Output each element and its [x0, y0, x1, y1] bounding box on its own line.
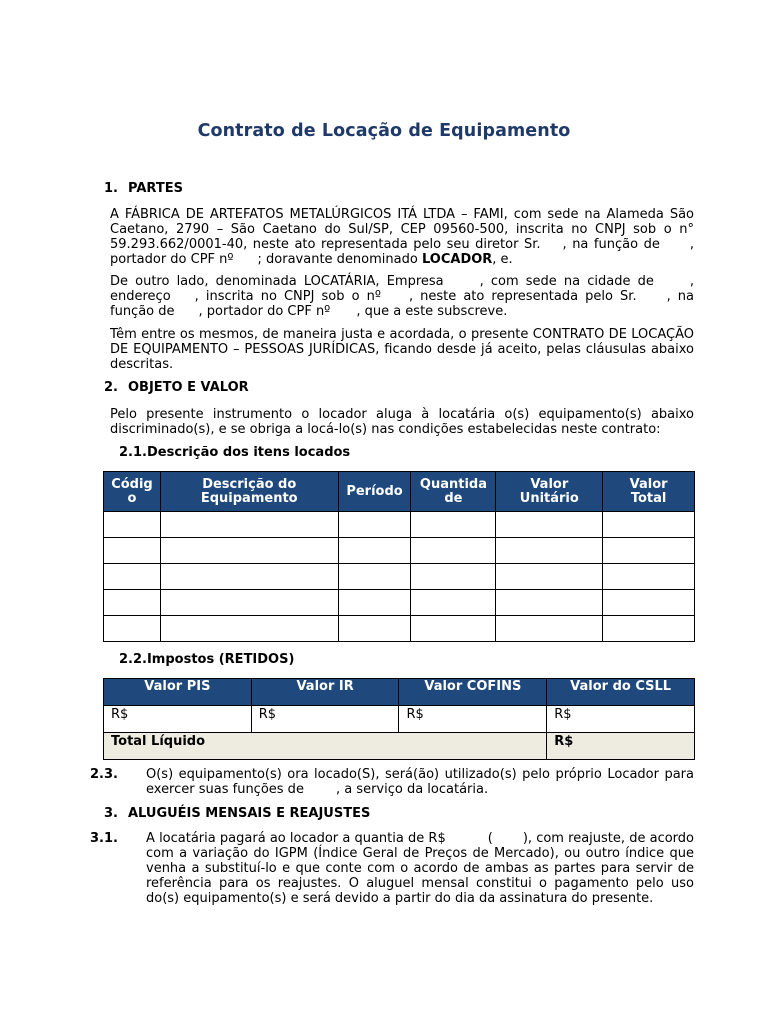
items-table-cell[interactable] — [160, 538, 338, 564]
taxes-total-row — [104, 733, 695, 760]
items-table-row — [104, 590, 695, 616]
items-table-row — [104, 538, 695, 564]
clause-2-3: 2.3. O(s) equipamento(s) ora locado(S), será(ão) utilizado(s) pelo próprio Locador para exercer suas funções de , a serviço da locatária. — [90, 767, 694, 797]
header-line: Valor — [530, 476, 569, 492]
tax-header-csll: Valor do CSLL — [547, 679, 695, 706]
parties-paragraph-locador: A FÁBRICA DE ARTEFATOS METALÚRGICOS ITÁ LTDA – FAMI, com sede na Alameda São Caetano, 2790 – São Caetano do Sul/SP, CEP 09560-500, inscrita no CNPJ sob o n° 59.293.662/0001-40, neste ato representada pelo seu diretor Sr. , na função de , portador do CPF nº ; doravante denominado LOCADOR, e. — [110, 207, 694, 267]
total-liquido-label: Total Líquido — [104, 733, 547, 760]
header-line: Período — [346, 483, 403, 499]
clause-3-1: 3.1. A locatária pagará ao locador a quantia de R$ ( ), com reajuste, de acordo com a variação do IGPM (Índice Geral de Preços de Mercado), ou outro índice que venha a substituí-lo e que conte com o acordo de ambas as partes para servir de referência para os reajustes. O aluguel mensal constitui o pagamento pelo uso do(s) equipamento(s) e será devido a partir do dia da assinatura do presente. — [90, 831, 695, 906]
tax-value-csll: R$ — [547, 706, 695, 733]
items-table-cell[interactable] — [496, 564, 603, 590]
items-table-cell[interactable] — [411, 590, 496, 616]
items-table-cell[interactable] — [160, 512, 338, 538]
header-line: Códig — [111, 476, 153, 492]
tax-value-pis: R$ — [104, 706, 252, 733]
parties-paragraph-locataria: De outro lado, denominada LOCATÁRIA, Empresa , com sede na cidade de , endereço , inscrita no CNPJ sob o nº , neste ato representada pelo Sr. , na função de , portador do CPF nº , que a este subscreve. — [110, 274, 694, 319]
tax-value-ir: R$ — [251, 706, 399, 733]
items-table-row — [104, 616, 695, 642]
items-table-cell[interactable] — [338, 616, 411, 642]
taxes-table-header-row — [104, 679, 695, 706]
clause-number: 2.3. — [90, 767, 118, 782]
items-header-valor-unitario — [496, 472, 603, 512]
section-heading-objeto — [104, 380, 249, 395]
items-table-cell[interactable] — [496, 538, 603, 564]
items-table-cell[interactable] — [104, 590, 161, 616]
items-table-cell[interactable] — [104, 538, 161, 564]
document-title: Contrato de Locação de Equipamento — [197, 121, 571, 141]
items-header-quantidade — [411, 472, 496, 512]
section-number: 3. — [104, 806, 118, 821]
items-table-cell[interactable] — [496, 616, 603, 642]
section-heading-partes — [104, 181, 183, 196]
header-line: de — [444, 490, 463, 506]
items-table-cell[interactable] — [104, 512, 161, 538]
items-table — [103, 471, 695, 642]
clause-number: 3.1. — [90, 831, 118, 846]
items-table-cell[interactable] — [496, 590, 603, 616]
items-table-cell[interactable] — [411, 538, 496, 564]
section-label: PARTES — [128, 181, 183, 196]
items-table-cell[interactable] — [338, 538, 411, 564]
items-table-cell[interactable] — [496, 512, 603, 538]
section-number: 1. — [104, 181, 118, 196]
total-liquido-value: R$ — [547, 733, 695, 760]
items-table-cell[interactable] — [603, 538, 695, 564]
object-paragraph: Pelo presente instrumento o locador aluga à locatária o(s) equipamento(s) abaixo discriminado(s), e se obriga a locá-lo(s) nas condições estabelecidas neste contrato: — [110, 407, 694, 437]
header-line: Equipamento — [200, 490, 298, 506]
header-line: Quantida — [419, 476, 487, 492]
section-number: 2. — [104, 380, 118, 395]
tax-value-cofins: R$ — [399, 706, 547, 733]
header-line: Descrição do — [202, 476, 297, 492]
items-table-cell[interactable] — [160, 564, 338, 590]
tax-header-pis: Valor PIS — [104, 679, 252, 706]
items-table-cell[interactable] — [603, 590, 695, 616]
header-line: Unitário — [519, 490, 579, 506]
items-table-row — [104, 512, 695, 538]
items-table-cell[interactable] — [411, 512, 496, 538]
items-table-cell[interactable] — [160, 590, 338, 616]
items-table-cell[interactable] — [411, 564, 496, 590]
items-table-cell[interactable] — [603, 616, 695, 642]
tax-header-ir: Valor IR — [251, 679, 399, 706]
tax-header-cofins: Valor COFINS — [399, 679, 547, 706]
section-label: OBJETO E VALOR — [128, 380, 249, 395]
items-table-cell[interactable] — [411, 616, 496, 642]
items-table-cell[interactable] — [104, 564, 161, 590]
items-table-header-row — [104, 472, 695, 512]
items-table-cell[interactable] — [338, 512, 411, 538]
items-table-cell[interactable] — [603, 564, 695, 590]
items-table-cell[interactable] — [338, 564, 411, 590]
items-table-cell[interactable] — [160, 616, 338, 642]
items-table-cell[interactable] — [104, 616, 161, 642]
items-table-row — [104, 564, 695, 590]
section-label: ALUGUÉIS MENSAIS E REAJUSTES — [128, 806, 371, 821]
items-header-descricao — [160, 472, 338, 512]
parties-paragraph-agreement: Têm entre os mesmos, de maneira justa e acordada, o presente CONTRATO DE LOCAÇÃO DE EQUIPAMENTO – PESSOAS JURÍDICAS, ficando desde já aceito, pelas cláusulas abaixo descritas. — [110, 327, 694, 372]
items-header-periodo — [338, 472, 411, 512]
items-header-codigo — [104, 472, 161, 512]
header-line: Total — [630, 490, 667, 506]
subsection-heading-taxes: 2.2.Impostos (RETIDOS) — [119, 652, 295, 667]
header-line: o — [127, 490, 137, 506]
taxes-table — [103, 678, 695, 760]
items-header-valor-total — [603, 472, 695, 512]
header-line: Valor — [629, 476, 668, 492]
items-table-cell[interactable] — [338, 590, 411, 616]
taxes-values-row — [104, 706, 695, 733]
subsection-heading-items: 2.1.Descrição dos itens locados — [119, 445, 351, 460]
items-table-cell[interactable] — [603, 512, 695, 538]
section-heading-alugueis — [104, 806, 370, 821]
